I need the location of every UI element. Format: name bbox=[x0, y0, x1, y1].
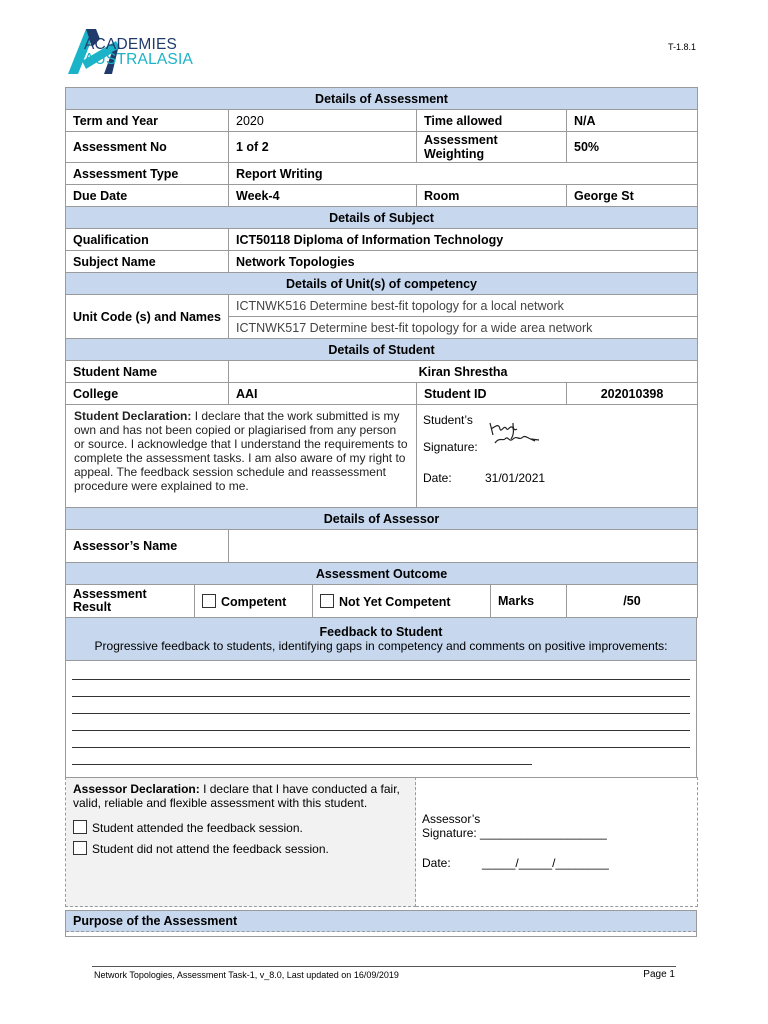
feedback-line bbox=[72, 748, 532, 765]
section-subject-title: Details of Subject bbox=[66, 207, 698, 229]
assessment-result-label: Assessment Result bbox=[66, 585, 195, 618]
unit-2: ICTNWK517 Determine best-fit topology for a wide area network bbox=[229, 317, 698, 339]
term-label: Term and Year bbox=[66, 110, 229, 132]
purpose-title: Purpose of the Assessment bbox=[66, 911, 697, 932]
student-id-label: Student ID bbox=[417, 383, 567, 405]
document-code: T-1.8.1 bbox=[667, 42, 696, 52]
assessment-no-value: 1 of 2 bbox=[229, 132, 417, 163]
details-table bbox=[65, 87, 698, 585]
section-units-title: Details of Unit(s) of competency bbox=[66, 273, 698, 295]
feedback-subtitle: Progressive feedback to students, identifying gaps in competency and comments on positive improvements: bbox=[94, 639, 668, 653]
feedback-line bbox=[72, 663, 690, 680]
student-name-value: Kiran Shrestha bbox=[229, 361, 698, 383]
assessor-date-value[interactable]: _____/_____/________ bbox=[482, 856, 609, 870]
purpose-block bbox=[65, 910, 697, 937]
logo-line1: ACADEMIES bbox=[84, 36, 178, 53]
college-value: AAI bbox=[229, 383, 417, 405]
student-declaration bbox=[66, 405, 417, 508]
attended-checkbox[interactable] bbox=[73, 820, 87, 834]
assessment-type-value: Report Writing bbox=[229, 163, 698, 185]
feedback-header bbox=[66, 618, 697, 661]
marks-label: Marks bbox=[491, 585, 567, 618]
student-declaration-heading: Student Declaration: bbox=[74, 409, 192, 423]
competent-option[interactable] bbox=[195, 585, 313, 618]
student-name-label: Student Name bbox=[66, 361, 229, 383]
feedback-line bbox=[72, 731, 690, 748]
feedback-lines-area[interactable] bbox=[66, 661, 697, 778]
student-signature-icon bbox=[487, 415, 547, 449]
not-competent-label: Not Yet Competent bbox=[339, 594, 451, 609]
qualification-label: Qualification bbox=[66, 229, 229, 251]
assessor-declaration-text: I declare that I have conducted a fair, valid, reliable and flexible assessment with this student. bbox=[73, 782, 400, 810]
student-signature-box bbox=[417, 405, 698, 508]
unit-1: ICTNWK516 Determine best-fit topology for a local network bbox=[229, 295, 698, 317]
student-date-value: 31/01/2021 bbox=[485, 471, 546, 485]
section-assessment-title: Details of Assessment bbox=[66, 88, 698, 110]
marks-value[interactable]: /50 bbox=[567, 585, 698, 618]
time-value: N/A bbox=[567, 110, 698, 132]
not-attended-checkbox[interactable] bbox=[73, 841, 87, 855]
feedback-table bbox=[65, 617, 697, 778]
term-value: 2020 bbox=[229, 110, 417, 132]
logo-line2: AUSTRALASIA bbox=[84, 51, 194, 68]
purpose-body bbox=[66, 932, 697, 937]
competent-checkbox[interactable] bbox=[202, 594, 216, 608]
assessor-sig-label1: Assessor’s bbox=[422, 812, 481, 826]
assessor-declaration bbox=[66, 778, 416, 907]
not-attended-label: Student did not attend the feedback session. bbox=[92, 842, 329, 856]
feedback-title: Feedback to Student bbox=[319, 625, 443, 639]
logo-wordmark bbox=[84, 37, 193, 67]
unit-code-label: Unit Code (s) and Names bbox=[66, 295, 229, 339]
assessor-name-label: Assessor’s Name bbox=[66, 530, 229, 563]
assessment-form bbox=[65, 87, 697, 907]
assessment-no-label: Assessment No bbox=[66, 132, 229, 163]
competent-label: Competent bbox=[221, 594, 287, 609]
feedback-line bbox=[72, 714, 690, 731]
assessor-signature-box bbox=[416, 778, 698, 907]
student-sig-label2: Signature: bbox=[423, 440, 478, 454]
assessor-date-label: Date: bbox=[422, 856, 451, 870]
assessor-sig-label2[interactable]: Signature: ___________________ bbox=[422, 826, 607, 840]
weighting-label: Assessment Weighting bbox=[417, 132, 567, 163]
footer-rule bbox=[92, 966, 676, 967]
feedback-line bbox=[72, 680, 690, 697]
student-declaration-text: I declare that the work submitted is my own and has not been copied or plagiarised from any person or source. I acknowledge that I understand the requirements to complete the assessment tasks. I am also aware of my right to appeal. The feedback session schedule and reassessment procedure were explained to me. bbox=[74, 409, 408, 493]
due-date-label: Due Date bbox=[66, 185, 229, 207]
purpose-table bbox=[65, 910, 697, 937]
time-label: Time allowed bbox=[417, 110, 567, 132]
feedback-line bbox=[72, 697, 690, 714]
room-value: George St bbox=[567, 185, 698, 207]
not-attended-option[interactable] bbox=[73, 841, 408, 856]
weighting-value: 50% bbox=[567, 132, 698, 163]
section-outcome-title: Assessment Outcome bbox=[66, 563, 698, 585]
subject-name-value: Network Topologies bbox=[229, 251, 698, 273]
footer-page-number: Page 1 bbox=[643, 969, 675, 980]
student-id-value: 202010398 bbox=[567, 383, 698, 405]
not-competent-option[interactable] bbox=[313, 585, 491, 618]
room-label: Room bbox=[417, 185, 567, 207]
outcome-table bbox=[65, 584, 698, 618]
assessor-declaration-table bbox=[65, 777, 698, 907]
section-assessor-title: Details of Assessor bbox=[66, 508, 698, 530]
section-student-title: Details of Student bbox=[66, 339, 698, 361]
assessor-declaration-heading: Assessor Declaration: bbox=[73, 782, 200, 796]
college-label: College bbox=[66, 383, 229, 405]
subject-name-label: Subject Name bbox=[66, 251, 229, 273]
academies-australasia-logo bbox=[64, 27, 244, 77]
attended-label: Student attended the feedback session. bbox=[92, 821, 303, 835]
assessment-type-label: Assessment Type bbox=[66, 163, 229, 185]
assessor-name-value[interactable] bbox=[229, 530, 698, 563]
attended-option[interactable] bbox=[73, 820, 408, 835]
qualification-value: ICT50118 Diploma of Information Technology bbox=[229, 229, 698, 251]
student-sig-label1: Student’s bbox=[423, 413, 473, 427]
due-date-value: Week-4 bbox=[229, 185, 417, 207]
footer-document-info: Network Topologies, Assessment Task-1, v_8.0, Last updated on 16/09/2019 bbox=[94, 970, 399, 980]
not-competent-checkbox[interactable] bbox=[320, 594, 334, 608]
student-date-label: Date: bbox=[423, 471, 452, 485]
